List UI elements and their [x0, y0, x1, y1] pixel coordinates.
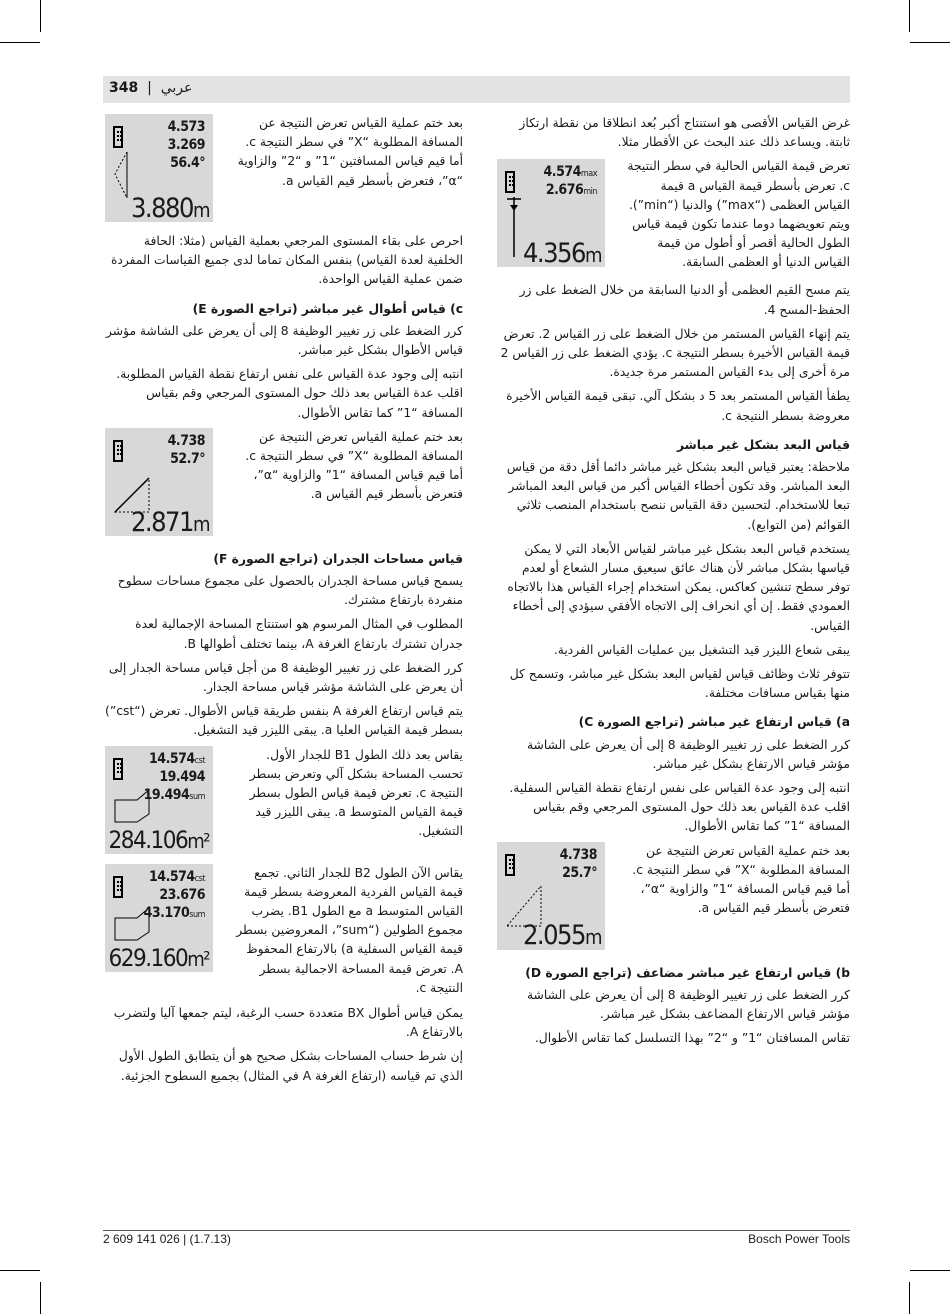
- footer-doc-number: 2 609 141 026 | (1.7.13): [103, 1232, 231, 1246]
- paragraph: يطفأ القياس المستمر بعد 5 د بشكل آلي. تبقى قيمة القياس الأخيرة معروضة بسطر النتيجة c.: [506, 389, 850, 423]
- battery-icon: [505, 171, 515, 193]
- paragraph: يستخدم قياس البعد بشكل غير مباشر لقياس الأبعاد التي لا يمكن قياسها بشكل مباشر لأن هناك عائق سيعيق مسار الشعاع أو لعدم توفر سطح تنشين كعاكس. يمكن استخدام إجراء القياس هذا بالاتجاه العمودي فقط. إن أي انحراف إلى الاتجاه الأفقي سيؤدي إلى أخطاء القياس.: [507, 541, 850, 633]
- display-unit: m: [584, 243, 601, 268]
- display-value: 2.676: [545, 182, 584, 199]
- display-value: 4.738: [167, 432, 205, 449]
- paragraph: كرر الضغط على زر تغيير الوظيفة 8 إلى أن يعرض على الشاشة مؤشر قياس الأطوال بشكل غير مباشر.: [106, 323, 463, 358]
- display-result: 3.880: [130, 192, 193, 224]
- paragraph: كرر الضغط على زر تغيير الوظيفة 8 من أجل قياس مساحة الجدار إلى أن يعرض على الشاشة مؤشر قياس مساحة الجدار.: [108, 660, 463, 695]
- right-column: [497, 114, 850, 1054]
- battery-icon: [113, 126, 123, 148]
- display-unit: m²: [187, 829, 209, 854]
- display-tag: min: [583, 187, 597, 198]
- crop-mark: [910, 1270, 950, 1271]
- paragraph: كرر الضغط على زر تغيير الوظيفة 8 إلى أن يعرض على الشاشة مؤشر قياس الارتفاع بشكل غير مباشر.: [526, 737, 850, 771]
- display-value: 25.7°: [562, 864, 597, 881]
- figure-block: [105, 746, 463, 858]
- display-result: 4.356: [522, 238, 585, 270]
- left-column: [105, 114, 463, 1091]
- figure-caption: يقاس الآن الطول B2 للجدار الثاني. تجمع قيمة القياس الفردية المعروضة بسطر قيمة القياس المتوسط a مع الطول B1. يضرب مجموع الطولين (“sum”، المعروضين بسطر قيمة القياس السفلية a) بالارتفاع المحفوظ A. تعرض قيمة المساحة الاجمالية بسطر النتيجة c.: [236, 865, 463, 995]
- paragraph: يتم إنهاء القياس المستمر من خلال الضغط على زر القياس 2. تعرض قيمة القياس الأخيرة بسطر النتيجة c. يؤدي الضغط على زر القياس 2 مرة أخرى إلى بدء القياس المستمر مرة جديدة.: [500, 326, 850, 380]
- paragraph: يتم مسح القيم العظمى أو الدنيا السابقة من خلال الضغط على زر الحفظ-المسح 4.: [519, 283, 850, 317]
- display-value: 52.7°: [170, 450, 205, 467]
- crop-mark: [40, 1282, 41, 1314]
- footer-brand: Bosch Power Tools: [748, 1232, 850, 1246]
- figure-block: [497, 157, 850, 275]
- note-paragraph: ملاحظة: يعتبر قياس البعد بشكل غير مباشر دائما أقل دقة من قياس البعد المباشر. وقد تكون أخطاء القياس أكبر من قياس البعد المباشر تبعا للاستخدام. لتحسين دقة القياس ننصح باستخدام المنصب ثلاثي القوائم (من التوابع).: [506, 460, 850, 532]
- battery-icon: [113, 440, 123, 462]
- display-result: 2.871: [130, 506, 193, 538]
- battery-icon: [505, 854, 515, 876]
- display-unit: m: [192, 511, 209, 536]
- display-unit: m: [584, 925, 601, 950]
- figure-block: [105, 864, 463, 998]
- figure-caption: بعد ختم عملية القياس تعرض النتيجة عن المسافة المطلوبة “X” في سطر النتيجة c. أما قيم قياس المسافة “1” والزاوية “α”، فتعرض بأسطر قيم القياس a.: [632, 843, 850, 916]
- section-heading: a) قياس ارتفاع غير مباشر (تراجع الصورة C): [578, 715, 850, 730]
- display-tag: sum: [189, 909, 205, 920]
- header-text: [109, 80, 192, 96]
- header-separator: |: [147, 80, 152, 96]
- paragraph: كرر الضغط على زر تغيير الوظيفة 8 إلى أن يعرض على الشاشة مؤشر قياس الارتفاع المضاعف بشكل غير مباشر.: [526, 987, 850, 1022]
- paragraph: يتم قياس ارتفاع الغرفة A بنفس طريقة قياس الأطوال. تعرض (“cst”) بسطر قيمة القياس العليا a. يبقى الليزر قيد التشغيل.: [105, 704, 463, 738]
- battery-icon: [113, 876, 123, 898]
- figure-block: [105, 428, 463, 540]
- crop-mark: [909, 1282, 910, 1314]
- figure-block: [497, 842, 850, 954]
- figure-block: [105, 114, 463, 226]
- display-unit: m²: [187, 947, 209, 972]
- paragraph: المطلوب في المثال المرسوم هو استنتاج المساحة الإجمالية لعدة جدران تشترك بارتفاع الغرفة A، بينما تختلف أطوالها B.: [135, 617, 463, 651]
- paragraph: إن شرط حساب المساحات بشكل صحيح هو أن يتطابق الطول الأول الذي تم قياسه (ارتفاع الغرفة A في المثال) بجميع السطوح الجزئية.: [118, 1049, 463, 1083]
- footer-rule: [103, 1230, 850, 1231]
- page-header: [103, 76, 850, 103]
- crop-mark: [0, 1270, 40, 1271]
- paragraph: يسمح قياس مساحة الجدران بالحصول على مجموع مساحات سطوح منفردة بارتفاع مشترك.: [117, 574, 463, 608]
- figure-caption: يقاس بعد ذلك الطول B1 للجدار الأول. تحسب المساحة بشكل آلي وتعرض بسطر النتيجة c. تعرض قيمة قياس الطول بسطر قيمة القياس المتوسط a. يبقى الليزر قيد التشغيل.: [249, 747, 463, 839]
- section-heading: قياس البعد بشكل غير مباشر: [677, 437, 850, 452]
- section-heading: قياس مساحات الجدران (تراجع الصورة F): [213, 551, 463, 566]
- display-result: 629.160: [108, 944, 188, 973]
- display-value: 14.574: [149, 750, 195, 767]
- max-min-icon: [505, 197, 523, 257]
- display-tag: sum: [189, 791, 205, 802]
- paragraph: غرض القياس الأقصى هو استنتاج أكبر بُعد انطلاقا من نقطة ارتكاز ثابتة. ويساعد ذلك عند البحث عن الأقطار مثلا.: [519, 116, 850, 150]
- figure-caption: بعد ختم عملية القياس تعرض النتيجة عن المسافة المطلوبة “X” في سطر النتيجة c. أما قيم قياس المسافة “1” والزاوية “α”، فتعرض بأسطر قيم القياس a.: [245, 429, 463, 502]
- display-tag: cst: [194, 755, 205, 766]
- paragraph: يبقى شعاع الليزر قيد التشغيل بين عمليات القياس الفردية.: [553, 642, 850, 657]
- paragraph: احرص على بقاء المستوى المرجعي بعملية القياس (مثلا: الحافة الخلفية لعدة القياس) بنفس المكان تماما لدى جميع القياسات المفردة ضمن عملية القياس الواحدة.: [110, 234, 463, 287]
- display-value: 4.573: [167, 119, 205, 135]
- lcd-display-height: [497, 842, 605, 950]
- display-value: 19.494: [143, 786, 190, 803]
- display-value: 19.494: [159, 768, 205, 785]
- lcd-display-wall-area-1: [105, 746, 213, 854]
- display-value: 4.738: [559, 846, 597, 863]
- crop-mark: [909, 0, 910, 32]
- display-value: 3.269: [167, 137, 205, 153]
- paragraph: انتبه إلى وجود عدة القياس على نفس ارتفاع نقطة القياس السفلية. اقلب عدة القياس بعد ذلك حول المستوى المرجعي وقم بقياس المسافة “1” كما تقاس الأطوال.: [509, 781, 850, 834]
- display-value: 56.4°: [170, 155, 205, 171]
- paragraph: انتبه إلى وجود عدة القياس على نفس ارتفاع نقطة القياس المطلوبة. اقلب عدة القياس بعد ذلك حول المستوى المرجعي وقم بقياس المسافة “1” كما تقاس الأطوال.: [116, 367, 463, 420]
- display-unit: m: [192, 197, 209, 222]
- section-heading: c) قياس أطوال غير مباشر (تراجع الصورة E): [192, 301, 463, 316]
- lcd-display-double-height: [105, 114, 213, 222]
- figure-caption: بعد ختم عملية القياس تعرض النتيجة عن المسافة المطلوبة “X” في سطر النتيجة c. أما قيم قياس المسافتين “1” و “2” والزاوية “α”، فتعرض بأسطر قيم القياس a.: [237, 116, 463, 188]
- lcd-display-wall-area-2: [105, 864, 213, 972]
- crop-mark: [910, 42, 950, 43]
- display-tag: max: [580, 169, 597, 180]
- paragraph: تتوفر ثلاث وظائف قياس لقياس البعد بشكل غير مباشر، وتسمح كل منها بقياس مسافات مختلفة.: [509, 667, 850, 701]
- lcd-display-max-min: [497, 159, 605, 270]
- double-height-icon: [113, 152, 131, 202]
- lcd-display-length: [105, 428, 213, 536]
- paragraph: يمكن قياس أطوال BX متعددة حسب الرغبة، ليتم جمعها آليا ولتضرب بالارتفاع A.: [113, 1006, 463, 1040]
- display-value: 43.170: [143, 904, 190, 921]
- paragraph: تقاس المسافتان “1” و “2” بهذا التسلسل كما تقاس الأطوال.: [534, 1031, 850, 1046]
- section-heading: b) قياس ارتفاع غير مباشر مضاعف (تراجع الصورة D): [525, 965, 850, 980]
- crop-mark: [0, 42, 40, 43]
- display-result: 284.106: [108, 826, 188, 855]
- display-value: 4.574: [543, 164, 581, 181]
- battery-icon: [113, 758, 123, 780]
- figure-caption: تعرض قيمة القياس الحالية في سطر النتيجة c. تعرض بأسطر قيمة القياس a قيمة القياس العظمى (“max”) والدنيا (“min”). ويتم تعويضهما دوما عندما تكون قيمة قياس الطول الحالية أقصر أو أطول من قيمة القياس الدنيا أو العظمى السابقة.: [627, 159, 850, 270]
- display-tag: cst: [194, 873, 205, 884]
- display-result: 2.055: [522, 920, 585, 952]
- crop-mark: [40, 0, 41, 32]
- language-label: عربي: [160, 80, 193, 96]
- page-number: 348: [109, 80, 139, 96]
- display-value: 14.574: [149, 868, 195, 885]
- display-value: 23.676: [159, 886, 205, 903]
